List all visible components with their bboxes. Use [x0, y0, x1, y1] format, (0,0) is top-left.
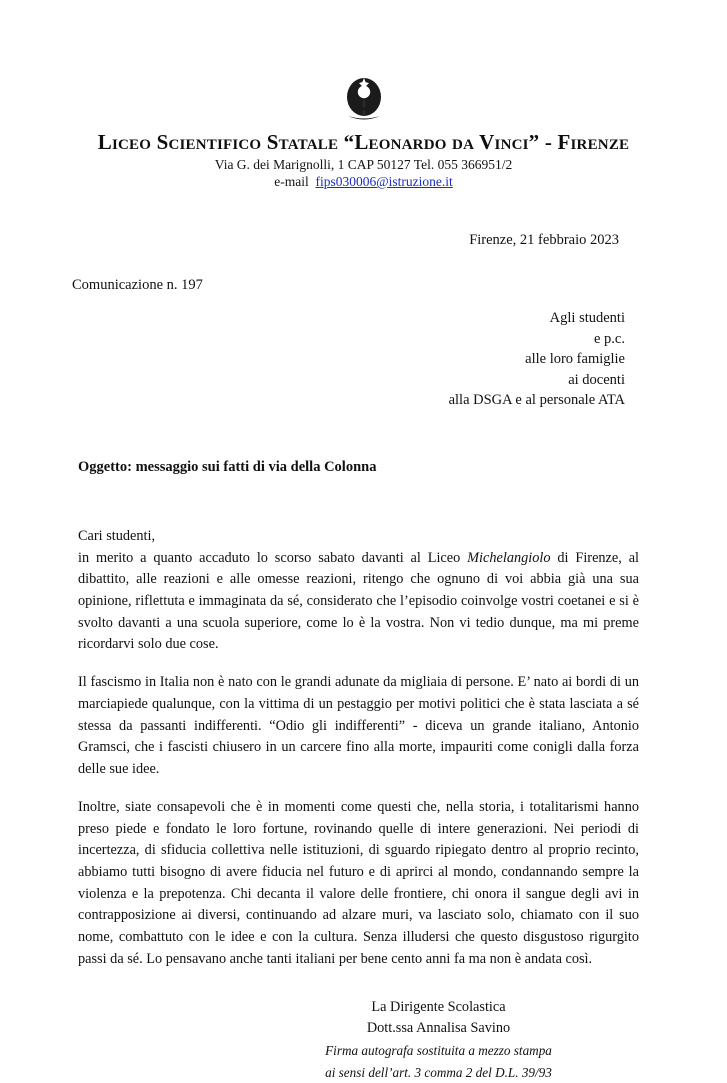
body-paragraph — [78, 797, 639, 971]
protocol-number: Comunicazione n. 197 — [72, 277, 203, 293]
paragraph-text: Inoltre, siate consapevoli che è in momenti come questi che, nella storia, i totalitarismi hanno preso piede e fondato le loro fortune, rovinando quelle di intere generazioni. Nei periodi di incertezza, di sfiducia collettiva nelle istituzioni, di sguardo ripiegato dentro al proprio recinto, abbiamo tutti bisogno di avere fiducia nel futuro e di aprirci al mondo, condannando sempre la violenza e la prepotenza. Chi decanta il valore delle frontiere, chi onora il sangue degli avi in contrapposizione ai diversi, continuando ad alzare muri, va lasciato solo, chiamato con il suo nome, combattuto con le idee e con la cultura. Senza illudersi che questo disgustoso rigurgito passi da sé. Lo pensavano anche tanti italiani per bene cento anni fa ma non è andata così. — [78, 798, 639, 967]
school-name: Liceo Scientifico Statale “Leonardo da Vinci” - Firenze — [97, 130, 630, 154]
body-paragraph — [78, 548, 639, 657]
recipient-line: alle loro famiglie — [525, 351, 625, 368]
signature-note-line-1: Firma autografa sostituita a mezzo stampa — [325, 1043, 552, 1059]
recipient-line: Agli studenti — [549, 310, 625, 326]
italian-republic-emblem-icon — [342, 70, 386, 124]
signature-block — [60, 997, 667, 1083]
paragraph-text: in merito a quanto accaduto lo scorso sabato davanti al Liceo — [78, 549, 468, 566]
recipient-line: alla DSGA e al personale ATA — [448, 392, 625, 409]
recipient-line: e p.c. — [594, 330, 625, 347]
school-address: Via G. dei Marignolli, 1 CAP 50127 Tel. 055 366951/2 — [214, 157, 513, 172]
email-label: e-mail — [274, 174, 309, 189]
date-line: Firenze, 21 febbraio 2023 — [469, 232, 619, 248]
signature-role: La Dirigente Scolastica — [371, 998, 506, 1015]
paragraph-text: di Firenze, al dibattito, alle reazioni e alle omesse reazioni, ritengo che ognuno di voi abbia già una sua opinione, riflettuta e immaginata da sé, considerato che l’episodio coinvolge vostri coetanei e si è svolto davanti a una scuola superiore, come lo è la vostra. Non vi tedio dunque, ma mi preme ricordarvi solo due cose. — [78, 549, 640, 653]
recipient-line: ai docenti — [568, 371, 625, 388]
letterhead — [60, 70, 667, 190]
subject-line: Oggetto: messaggio sui fatti di via della Colonna — [78, 458, 377, 475]
school-email-line — [60, 174, 667, 190]
emphasis-text: Michelangiolo — [467, 549, 551, 566]
body-paragraph — [78, 672, 639, 781]
signature-name: Dott.ssa Annalisa Savino — [366, 1019, 511, 1036]
salutation: Cari studenti, — [78, 527, 156, 544]
email-link[interactable]: fips030006@istruzione.it — [315, 174, 453, 189]
signature-note-line-2: ai sensi dell’art. 3 comma 2 del D.L. 39/93 — [325, 1065, 552, 1081]
letter-body — [60, 526, 667, 971]
paragraph-text: Il fascismo in Italia non è nato con le grandi adunate da migliaia di persone. E’ nato ai bordi di un marciapiede qualunque, con la vittima di un pestaggio per motivi politici che è stata lasciata a sé stessa da passanti indifferenti. “Odio gli indifferenti” - diceva un grande italiano, Antonio Gramsci, che i fascisti chiusero in un carcere fino alla morte, impauriti come conigli dalla forza delle sue idee. — [78, 674, 639, 778]
recipients-block — [60, 308, 667, 411]
